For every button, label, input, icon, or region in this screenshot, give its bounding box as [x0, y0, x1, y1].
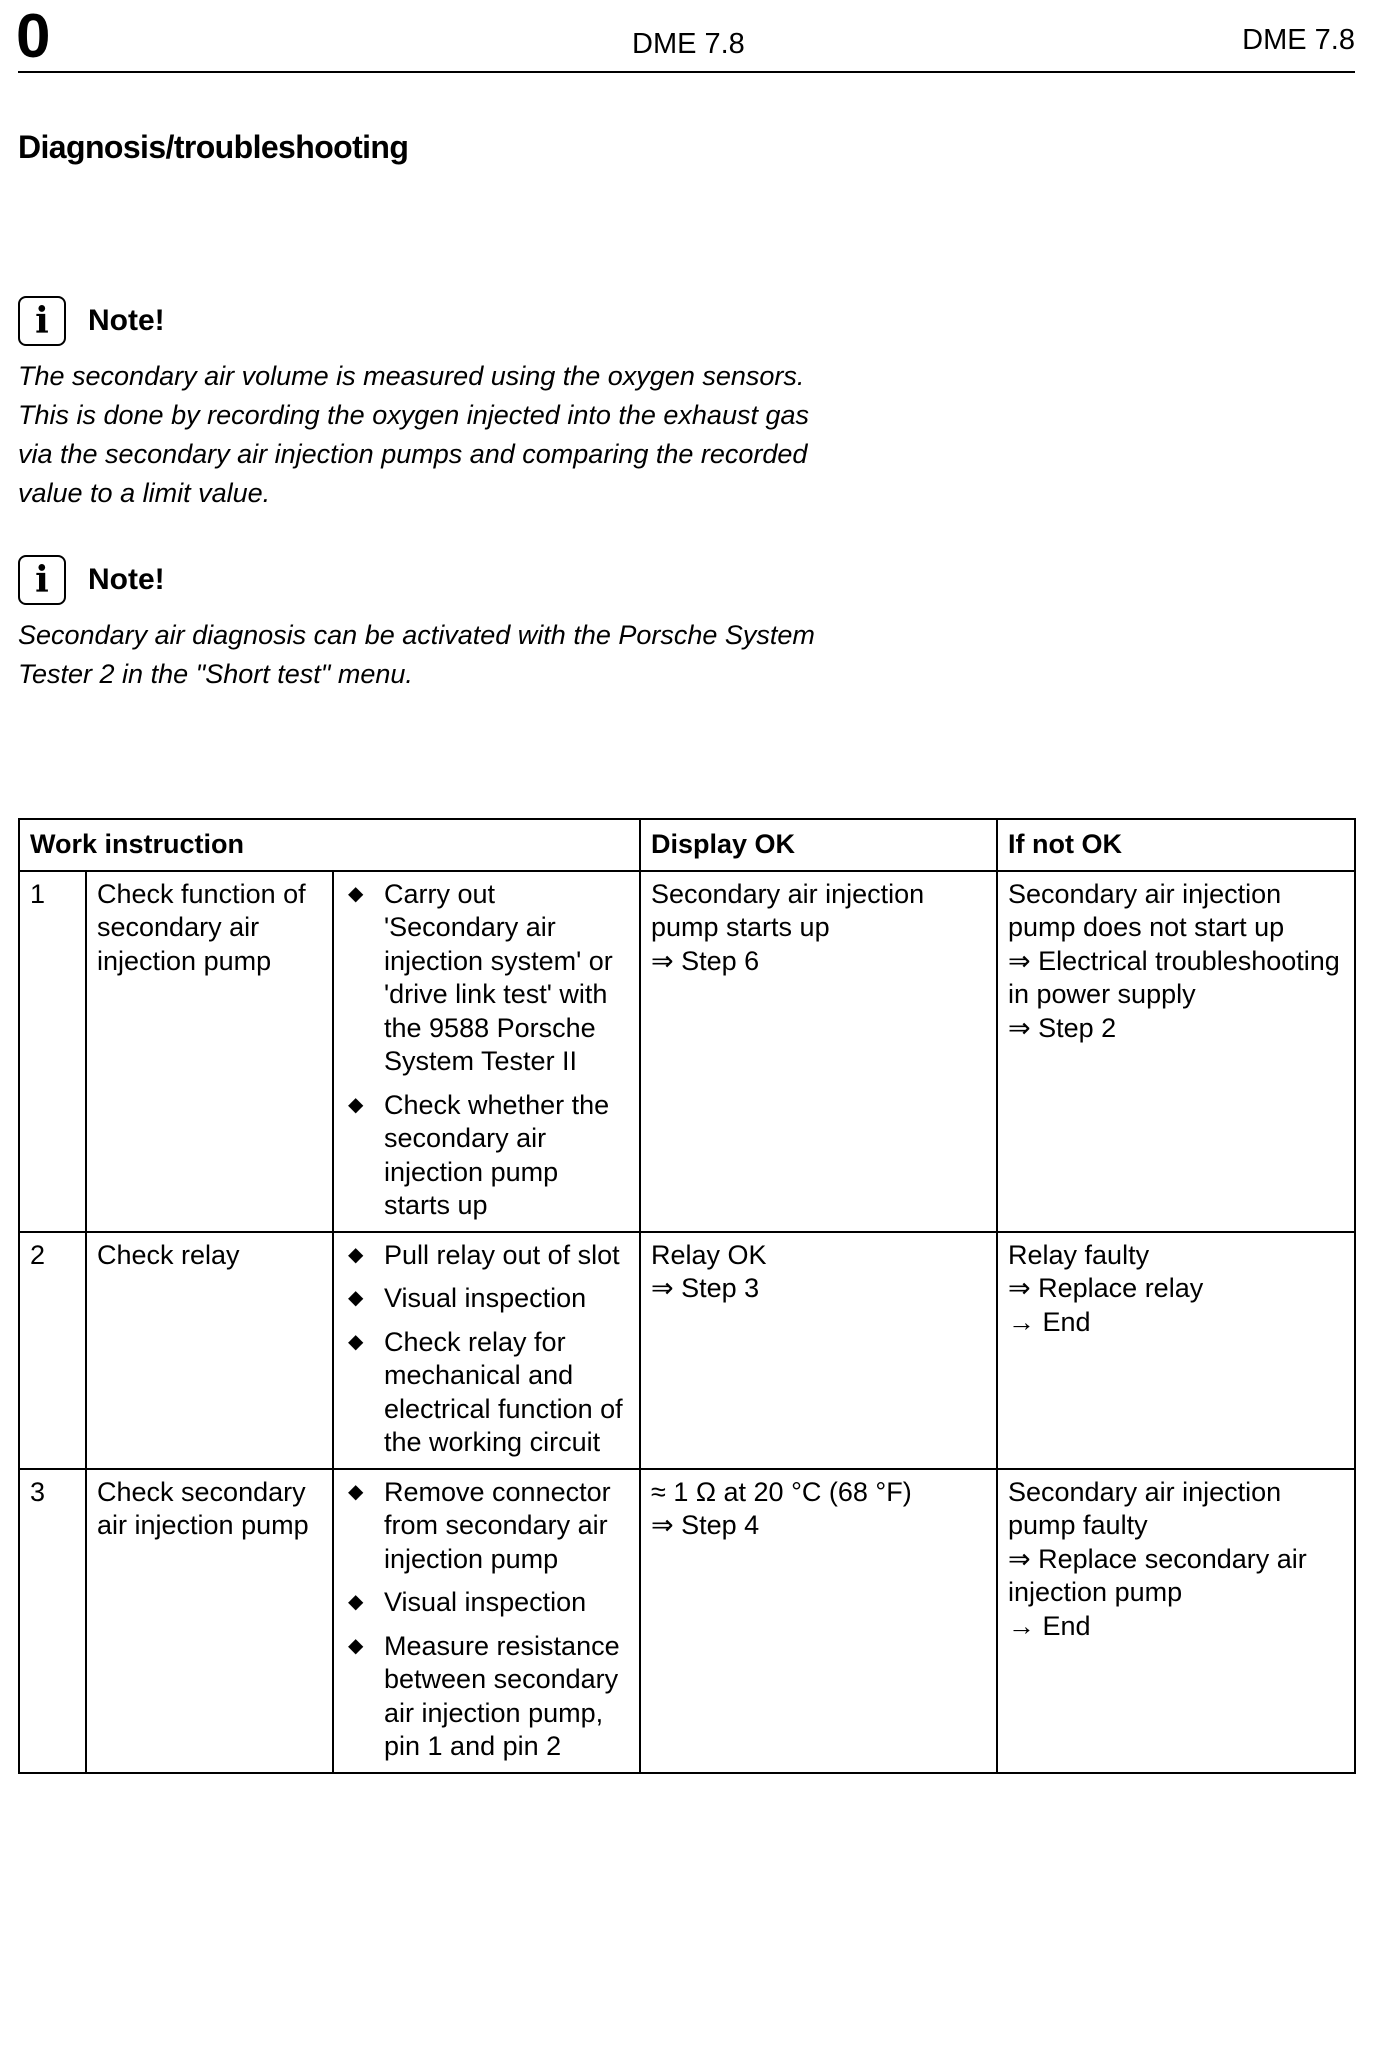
action-item	[344, 1326, 629, 1460]
diamond-bullet-icon: ◆	[348, 1591, 364, 1613]
note-text: The secondary air volume is measured using the oxygen sensors. This is done by recording the oxygen injected into the exhaust gas via the secondary air injection pumps and comparing the recorded value to a limit value.	[18, 361, 809, 508]
display-ok-cell	[640, 1232, 997, 1469]
if-not-ok-line: ⇒ Replace secondary air injection pump	[1008, 1543, 1307, 1607]
action-item	[344, 1586, 629, 1620]
if-not-ok-line: ⇒ Electrical troubleshooting in power supply	[1008, 945, 1340, 1009]
if-not-ok-line: Secondary air injection pump does not start up	[1008, 878, 1285, 942]
display-ok-line: Secondary air injection pump starts up	[651, 878, 925, 942]
action-text: Carry out 'Secondary air injection system' or 'drive link test' with the 9588 Porsche System Tester II	[384, 878, 613, 1076]
note-1	[18, 293, 818, 513]
display-ok-cell	[640, 1469, 997, 1773]
action-text: Remove connector from secondary air injection pump	[384, 1476, 611, 1574]
if-not-ok-cell	[997, 1469, 1355, 1773]
diamond-bullet-icon: ◆	[348, 1480, 364, 1503]
if-not-ok-cell	[997, 1232, 1355, 1469]
if-not-ok-line: Secondary air injection pump faulty	[1008, 1476, 1282, 1540]
page-title: Diagnosis/troubleshooting	[18, 129, 409, 165]
action-text: Measure resistance between secondary air injection pump, pin 1 and pin 2	[384, 1630, 620, 1761]
action-item	[344, 1476, 629, 1577]
action-item	[344, 878, 629, 1079]
work-instruction-table	[18, 818, 1356, 1774]
action-item	[344, 1089, 629, 1223]
info-icon: i	[18, 555, 66, 605]
header-work-instruction: Work instruction	[19, 819, 640, 871]
if-not-ok-line: → End	[1008, 1306, 1091, 1337]
diamond-bullet-icon: ◆	[348, 1634, 364, 1657]
note-2	[18, 552, 818, 694]
action-item	[344, 1282, 629, 1316]
display-ok-line: ⇒ Step 4	[651, 1510, 760, 1540]
diamond-bullet-icon: ◆	[348, 1243, 364, 1266]
step-actions	[333, 1469, 640, 1773]
if-not-ok-line: → End	[1008, 1610, 1091, 1641]
step-actions	[333, 871, 640, 1232]
if-not-ok-cell	[997, 871, 1355, 1232]
action-item	[344, 1630, 629, 1764]
action-text: Check relay for mechanical and electrical function of the working circuit	[384, 1326, 623, 1457]
section-number: 0	[16, 2, 51, 71]
diamond-bullet-icon: ◆	[348, 882, 364, 905]
step-number: 1	[19, 871, 86, 1232]
header-rule	[18, 71, 1355, 73]
table-row	[19, 1232, 1355, 1469]
action-text: Visual inspection	[384, 1283, 587, 1313]
header-right-title: DME 7.8	[1242, 24, 1355, 56]
diamond-bullet-icon: ◆	[348, 1093, 364, 1116]
display-ok-line: ⇒ Step 3	[651, 1273, 760, 1303]
step-number: 3	[19, 1469, 86, 1773]
table-row	[19, 1469, 1355, 1773]
if-not-ok-line: Relay faulty	[1008, 1239, 1150, 1270]
if-not-ok-line: ⇒ Step 2	[1008, 1012, 1117, 1043]
step-task: Check relay	[86, 1232, 333, 1469]
header-display-ok: Display OK	[640, 819, 997, 871]
step-task: Check function of secondary air injection pump	[86, 871, 333, 1232]
diamond-bullet-icon: ◆	[348, 1287, 364, 1309]
step-task: Check secondary air injection pump	[86, 1469, 333, 1773]
table-row	[19, 871, 1355, 1232]
display-ok-line: Relay OK	[651, 1239, 767, 1270]
display-ok-line: ⇒ Step 6	[651, 945, 760, 976]
action-text: Visual inspection	[384, 1587, 587, 1617]
note-text: Secondary air diagnosis can be activated with the Porsche System Tester 2 in the "Short test" menu.	[18, 620, 815, 689]
display-ok-line: ≈ 1 Ω at 20 °C (68 °F)	[651, 1476, 912, 1507]
note-label: Note!	[88, 563, 165, 596]
header-if-not-ok: If not OK	[997, 819, 1355, 871]
action-text: Pull relay out of slot	[384, 1239, 620, 1270]
if-not-ok-line: ⇒ Replace relay	[1008, 1273, 1204, 1303]
step-actions	[333, 1232, 640, 1469]
table-header-row	[19, 819, 1355, 871]
header-center-title: DME 7.8	[632, 28, 745, 60]
step-number: 2	[19, 1232, 86, 1469]
diamond-bullet-icon: ◆	[348, 1330, 364, 1353]
display-ok-cell	[640, 871, 997, 1232]
action-text: Check whether the secondary air injection pump starts up	[384, 1089, 610, 1220]
info-icon: i	[18, 296, 66, 346]
action-item	[344, 1239, 629, 1273]
note-label: Note!	[88, 304, 165, 337]
